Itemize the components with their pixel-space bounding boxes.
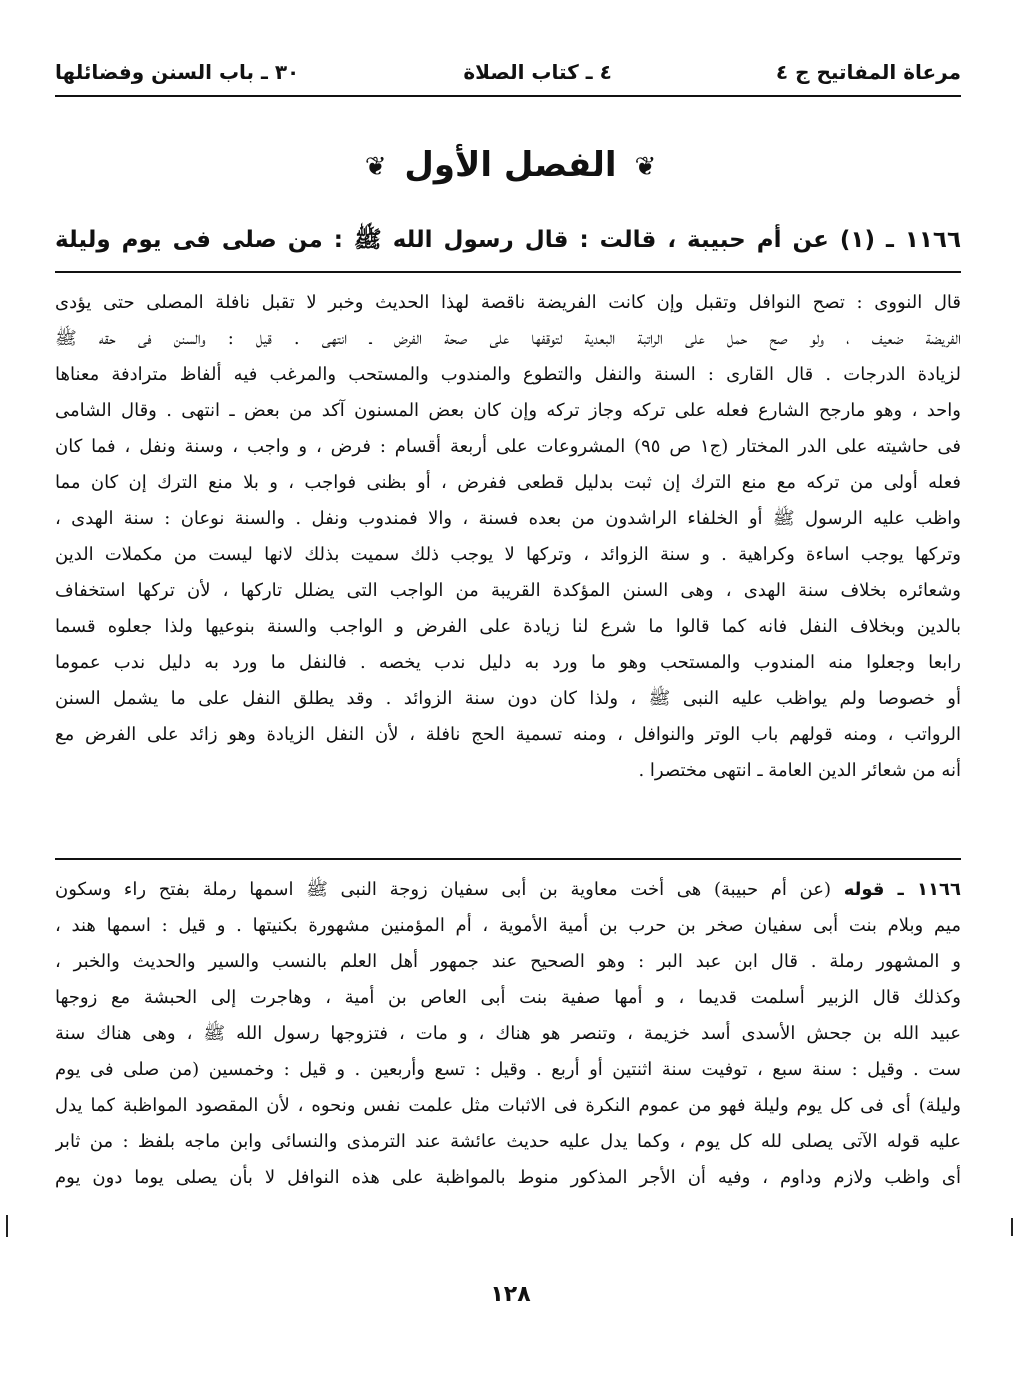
commentary-line: عليه قوله الآتى يصلى لله كل يوم ، وكما يدل عليه حديث عائشة عند الترمذى والنسائى وابن ماجه بلفظ : من ثابر [55, 1131, 961, 1152]
commentary-divider-bottom [55, 858, 961, 860]
commentary-line: عبيد الله بن جحش الأسدى أسد خزيمة ، وتنصر هو هناك ، و مات ، فتزوجها رسول الله ﷺ ، وهى هناك سنة [55, 1023, 961, 1044]
commentary-line: و المشهور رملة . قال ابن عبد البر : وهو الصحيح عند جمهور أهل العلم بالنسب والسير والحديث والخبر ، [55, 951, 961, 972]
commentary-line: الفريضة ضعيف ، ولو صح حمل على الراتبة البعدية لتوقفها على صحة الفرض ـ انتهى . قيل : والسنن فى حقه ﷺ [55, 328, 961, 349]
commentary-line: لزيادة الدرجات . قال القارى : السنة والنفل والتطوع والمندوب والمستحب والمرغب فيه ألفاظ مترادفة معناها [55, 364, 961, 385]
commentary-line: وتركها يوجب اساءة وكراهية . و سنة الزوائد ، وتركها لا يوجب ذلك سميت بذلك لانها ليست من مكملات الدين [55, 544, 961, 565]
scan-artifact [6, 1215, 8, 1237]
commentary-line: رابعا وجعلوا منه المندوب والمستحب وهو ما ورد به دليل ندب يخصه . فالنفل ما ورد به دليل ندب عموما [55, 652, 961, 673]
commentary-line: وليلة) أى فى كل يوم وليلة فهو من عموم النكرة فى الاثبات مثل علمت نفس ونحوه ، لأن المقصود المواظبة كما يدل [55, 1095, 961, 1116]
commentary-line: فى حاشيته على الدر المختار (ج١ ص ٩٥) المشروعات على أربعة أقسام : فرض ، و واجب ، وسنة ونفل ، فما كان [55, 436, 961, 457]
commentary-line: قال النووى : تصح النوافل وتقبل وإن كانت الفريضة ناقصة لهذا الحديث وخبر لا تقبل نافلة المصلى حتى يؤدى [55, 292, 961, 313]
header-section: ٣٠ ـ باب السنن وفضائلها [55, 60, 300, 84]
hadith-text: ١١٦٦ ـ (١) عن أم حبيبة ، قالت : قال رسول الله ﷺ : من صلى فى يوم وليلة [55, 227, 961, 253]
commentary-line: بالدين وبخلاف النفل فانه كما قالوا ما شرع لنا زيادة على الفرض و الواجب والسنة بنوعيها ولذا جعلوه قسما [55, 616, 961, 637]
commentary-line: أى واظب ولازم وداوم ، وفيه أن الأجر المذكور منوط بالمواظبة على هذه النوافل لا بأن يصلى يوما دون يوم [55, 1167, 961, 1188]
commentary-block-1 [55, 285, 961, 789]
commentary-line: أو خصوصا ولم يواظب عليه النبى ﷺ ، ولذا كان دون سنة الزوائد . وقد يطلق النفل على ما يشمل السنن [55, 688, 961, 709]
section-heading [0, 140, 1021, 192]
commentary-line: وشعائره بخلاف سنة الهدى ، وهى السنن المؤكدة القريبة من الواجب التى يضلل تاركها ، لأن تركها استخفاف [55, 580, 961, 601]
note-first-line-text: (عن أم حبيبة) هى أخت معاوية بن أبى سفيان زوجة النبى ﷺ اسمها رملة بفتح راء وسكون [55, 879, 844, 900]
running-header [55, 52, 961, 92]
commentary-line: واحد ، وهو مارجح الشارع فعله على تركه وجاز تركه وإن كان بعض المسنون آكد من بعض ـ انتهى . وقال الشامى [55, 400, 961, 421]
commentary-line: واظب عليه الرسول ﷺ أو الخلفاء الراشدون من بعده فسنة ، والا فمندوب ونفل . والسنة نوعان : سنة الهدى ، [55, 508, 961, 529]
commentary-line: أنه من شعائر الدين العامة ـ انتهى مختصرا . [638, 760, 961, 781]
ornament-right-icon: ❦ [634, 151, 657, 182]
ornament-left-icon: ❦ [364, 151, 387, 182]
header-book-title: مرعاة المفاتيح ج ٤ [775, 60, 961, 84]
header-chapter: ٤ ـ كتاب الصلاة [463, 60, 612, 84]
commentary-line: الرواتب ، ومنه قولهم باب الوتر والنوافل ، ومنه تسمية الحج نافلة ، لأن النفل الزيادة وهو زائد على الفرض مع [55, 724, 961, 745]
note-number-lead: ١١٦٦ ـ قوله [843, 879, 961, 900]
commentary-line: ميم وبلام بنت أبى سفيان صخر بن حرب بن أمية الأموية ، أم المؤمنين مشهورة بكنيتها . و قيل : اسمها هند ، [55, 915, 961, 936]
section-title-text: الفصل الأول [404, 145, 617, 185]
commentary-line: فعله أولى من تركه مع منع الترك إن ثبت بدليل قطعى ففرض ، أو بظنى فواجب ، و بلا منع الترك إن كان مما [55, 472, 961, 493]
scan-artifact [1011, 1218, 1013, 1236]
commentary-divider-top [55, 271, 961, 273]
commentary-line: وكذلك قال الزبير أسلمت قديما ، و أمها صفية بنت أبى العاص بن أمية ، وهاجرت إلى الحبشة مع زوجها [55, 987, 961, 1008]
header-divider [55, 95, 961, 97]
commentary-line [55, 872, 961, 908]
commentary-block-2 [55, 872, 961, 1196]
commentary-line: ست . وقيل : سنة سبع ، توفيت سنة اثنتين أو أربع . وقيل : تسع وأربعين . و قيل : وخمسين (من صلى فى يوم [55, 1059, 961, 1080]
page-number: ١٢٨ [490, 1282, 531, 1307]
